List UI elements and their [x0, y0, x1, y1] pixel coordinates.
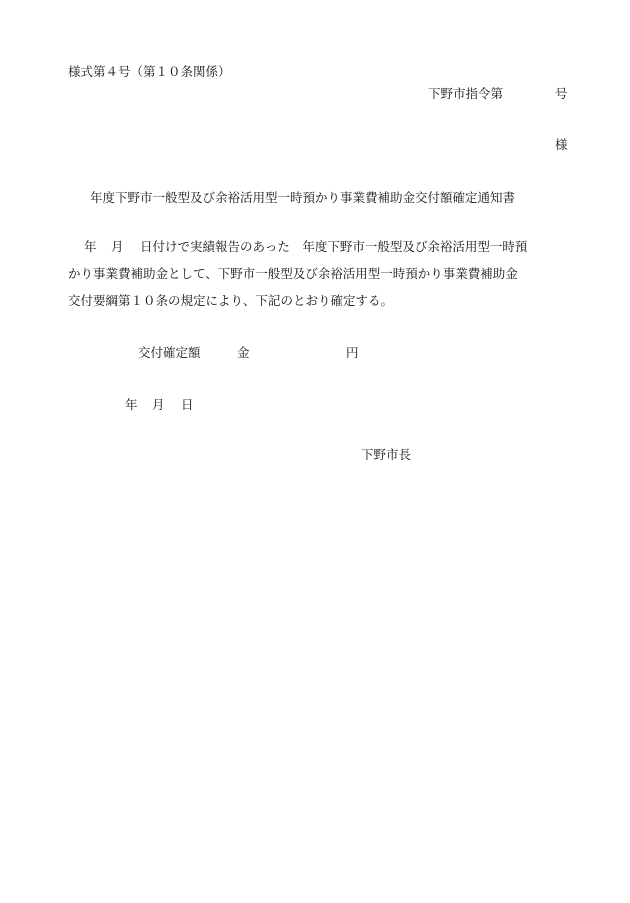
amount-prefix: 金	[237, 345, 250, 360]
amount-label: 交付確定額	[138, 345, 201, 360]
body-line-2: かり事業費補助金として、下野市一般型及び余裕活用型一時預かり事業費補助金	[68, 266, 518, 281]
body-line-3: 交付要綱第１０条の規定により、下記のとおり確定する。	[68, 293, 394, 308]
body-year-unit: 年	[84, 239, 97, 254]
body-line-1-text: 日付けで実績報告のあった 年度下野市一般型及び余裕活用型一時預	[140, 239, 528, 254]
date-day-unit: 日	[181, 397, 194, 412]
date-year-unit: 年	[125, 397, 138, 412]
amount-unit: 円	[346, 345, 359, 360]
signer-title: 下野市長	[361, 447, 412, 462]
recipient-suffix: 様	[555, 137, 568, 152]
date-month-unit: 月	[152, 397, 165, 412]
form-number: 様式第４号（第１０条関係）	[68, 64, 231, 79]
body-month-unit: 月	[111, 239, 124, 254]
document-number-prefix: 下野市指令第	[428, 86, 504, 101]
document-title: 年度下野市一般型及び余裕活用型一時預かり事業費補助金交付額確定通知書	[90, 190, 516, 205]
document-number-suffix: 号	[555, 86, 568, 101]
